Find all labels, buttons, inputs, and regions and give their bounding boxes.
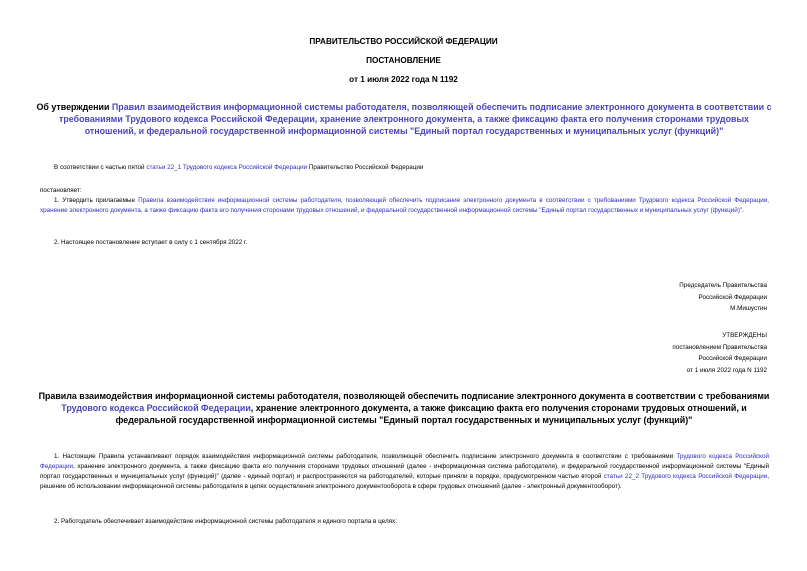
decree-title [34, 101, 774, 137]
decree-item-1-text: 1. Утвердить прилагаемые [54, 197, 139, 204]
rules-title [34, 390, 774, 426]
preamble-text-after: Правительство Российской Федерации [307, 164, 424, 171]
rules-title-link[interactable]: Трудового кодекса Российской Федерации [61, 403, 251, 413]
rules-p1-link-article[interactable]: статьи 22_2 Трудового кодекса Российской Федерации [603, 473, 768, 480]
approval-block [467, 330, 767, 376]
rules-paragraph-1 [40, 452, 769, 492]
rules-paragraph-2: 2. Работодатель обеспечивает взаимодействие информационной системы работодателя и единого портала в целях: [54, 518, 397, 525]
rules-p1-text-c: , решение об использовании информационной системы работодателя в целях осуществления электронного документооборота в сфере трудовых отношений (далее - электронный документооборот). [40, 473, 769, 490]
signature-line-1: Председатель Правительства [679, 282, 767, 289]
approval-line-4: от 1 июля 2022 года N 1192 [686, 366, 767, 374]
doc-type-heading: ПОСТАНОВЛЕНИЕ [366, 56, 441, 65]
preamble-text: В соответствии с частью пятой [54, 164, 147, 171]
signature-block [467, 280, 767, 315]
decree-word: постановляет: [40, 187, 82, 194]
government-heading: ПРАВИТЕЛЬСТВО РОССИЙСКОЙ ФЕДЕРАЦИИ [309, 37, 498, 46]
signature-line-3: М.Мишустин [730, 305, 767, 313]
preamble [54, 163, 774, 173]
decree-item-2: 2. Настоящее постановление вступает в силу с 1 сентября 2022 г. [54, 239, 248, 246]
rules-p1-link-labor-code[interactable]: Трудового кодекса Российской Федерации [40, 453, 769, 470]
approval-line-2: постановлением Правительства [672, 343, 767, 351]
decree-item-1 [40, 196, 769, 216]
decree-item-1-end: . [742, 207, 744, 214]
preamble-link[interactable]: статьи 22_1 Трудового кодекса Российской Федерации [146, 164, 308, 171]
rules-p1-text-b: , хранение электронного документа, а также фиксацию факта его получения сторонами трудовых отношений (далее - информационная система работодателя), и федеральной государственной информационной системы "Единый портал государственных и муниципальных услуг (функций)" (далее - единый портал) и распространяются на работодателей, которые приняли в порядке, предусмотренном частью второй [40, 463, 769, 480]
decree-title-prefix: Об утверждении [36, 102, 112, 112]
rules-title-part-2: , хранение электронного документа, а также фиксацию факта его получения сторонами трудовых отношений, и федеральной государственной информационной системы "Единый портал государственных и муниципальных услуг (функций)" [115, 403, 747, 425]
decree-item-1-link[interactable]: Правила взаимодействия информационной системы работодателя, позволяющей обеспечить подписание электронного документа в соответствии с требованиями Трудового кодекса Российской Федерации, хранение электронного документа, а также фиксацию факта его получения сторонами трудовых отношений, и федеральной государственной информационной системы "Единый портал государственных и муниципальных услуг (функций)" [40, 197, 770, 214]
signature-line-2: Российской Федерации [698, 293, 767, 301]
approval-line-1: УТВЕРЖДЕНЫ [722, 332, 767, 339]
approval-line-3: Российской Федерации [698, 355, 767, 363]
rules-title-part-1: Правила взаимодействия информационной системы работодателя, позволяющей обеспечить подписание электронного документа в соответствии с требованиями [38, 391, 770, 401]
date-number-heading: от 1 июля 2022 года N 1192 [349, 75, 458, 84]
rules-p1-text-a: 1. Настоящие Правила устанавливают порядок взаимодействия информационной системы работодателя, позволяющей обеспечить подписание электронного документа в соответствии с требованиями [54, 453, 677, 460]
decree-title-link[interactable]: Правил взаимодействия информационной системы работодателя, позволяющей обеспечить подписание электронного документа в соответствии с требованиями Трудового кодекса Российской Федерации, хранение электронного документа, а также фиксацию факта его получения сторонами трудовых отношений, и федеральной государственной информационной системы "Единый портал государственных и муниципальных услуг (функций)" [59, 102, 772, 136]
